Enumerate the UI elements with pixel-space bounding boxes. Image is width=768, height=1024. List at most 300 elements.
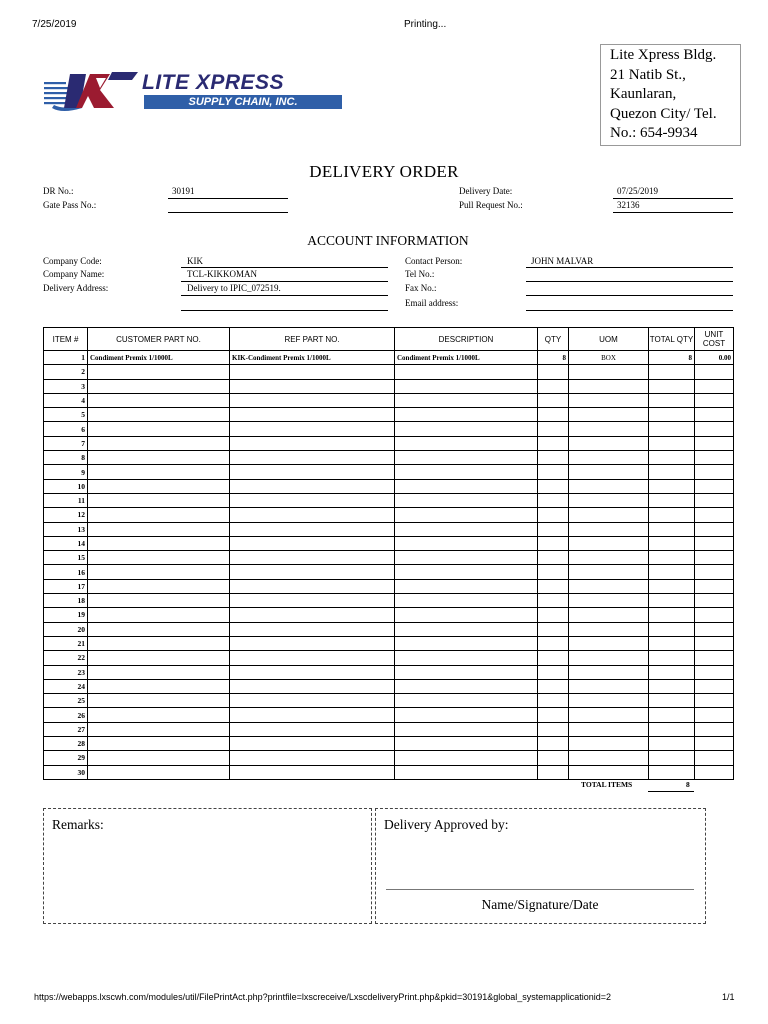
- cell-customer-part: [88, 608, 230, 622]
- cell-uom: [569, 636, 649, 650]
- cell-total-qty: [649, 722, 695, 736]
- cell-ref-part: [230, 365, 395, 379]
- cell-total-qty: [649, 594, 695, 608]
- table-row: [44, 751, 734, 765]
- cell-total-qty: [649, 436, 695, 450]
- cell-customer-part: [88, 636, 230, 650]
- cell-uom: [569, 679, 649, 693]
- delivery-date-underline: [613, 198, 733, 199]
- cell-total-qty: [649, 622, 695, 636]
- cell-qty: [538, 665, 569, 679]
- cell-description: [395, 436, 538, 450]
- cell-ref-part: [230, 479, 395, 493]
- items-table: [43, 327, 734, 780]
- cell-ref-part: [230, 665, 395, 679]
- table-row: [44, 651, 734, 665]
- cell-ref-part: [230, 694, 395, 708]
- cell-unit-cost: [695, 579, 734, 593]
- table-row: [44, 408, 734, 422]
- cell-unit-cost: [695, 665, 734, 679]
- cell-item: 22: [44, 651, 88, 665]
- logo-tagline: SUPPLY CHAIN, INC.: [144, 95, 342, 109]
- company-address-box: [600, 44, 741, 146]
- remarks-label: Remarks:: [52, 817, 104, 832]
- company-code-underline: [181, 267, 388, 268]
- cell-uom: [569, 765, 649, 779]
- page-url: https://webapps.lxscwh.com/modules/util/FilePrintAct.php?printfile=lxscreceive/LxscdeliveryPrint.php&pkid=30191&global_systemapplicationid=2: [34, 992, 612, 1002]
- cell-description: [395, 579, 538, 593]
- cell-unit-cost: [695, 722, 734, 736]
- cell-item: 11: [44, 493, 88, 507]
- cell-description: [395, 636, 538, 650]
- cell-unit-cost: [695, 379, 734, 393]
- cell-description: [395, 379, 538, 393]
- cell-description: [395, 465, 538, 479]
- cell-item: 15: [44, 551, 88, 565]
- cell-customer-part: [88, 536, 230, 550]
- approved-by-label: Delivery Approved by:: [384, 817, 509, 832]
- table-row: [44, 579, 734, 593]
- cell-qty: [538, 679, 569, 693]
- cell-item: 23: [44, 665, 88, 679]
- cell-unit-cost: 0.00: [695, 351, 734, 365]
- cell-qty: [538, 737, 569, 751]
- address-line: 21 Natib St.,: [610, 66, 686, 83]
- cell-qty: [538, 722, 569, 736]
- cell-uom: [569, 608, 649, 622]
- cell-item: 17: [44, 579, 88, 593]
- col-header-total-qty: TOTAL QTY: [649, 328, 695, 351]
- cell-ref-part: [230, 565, 395, 579]
- cell-unit-cost: [695, 565, 734, 579]
- address-line: Lite Xpress Bldg.: [610, 47, 717, 63]
- address-line: Quezon City/ Tel.: [610, 105, 717, 122]
- cell-item: 3: [44, 379, 88, 393]
- cell-item: 29: [44, 751, 88, 765]
- cell-customer-part: [88, 679, 230, 693]
- table-row: [44, 522, 734, 536]
- cell-ref-part: [230, 379, 395, 393]
- tel-underline: [526, 281, 733, 282]
- cell-uom: [569, 708, 649, 722]
- cell-unit-cost: [695, 694, 734, 708]
- col-header-qty: QTY: [538, 328, 569, 351]
- cell-unit-cost: [695, 408, 734, 422]
- cell-qty: [538, 636, 569, 650]
- cell-unit-cost: [695, 451, 734, 465]
- cell-uom: [569, 579, 649, 593]
- cell-item: 7: [44, 436, 88, 450]
- cell-item: 28: [44, 737, 88, 751]
- print-status: Printing...: [404, 19, 447, 30]
- total-items-label: TOTAL ITEMS: [581, 780, 633, 789]
- cell-total-qty: [649, 522, 695, 536]
- table-row: [44, 351, 734, 365]
- cell-description: [395, 451, 538, 465]
- cell-ref-part: [230, 651, 395, 665]
- fax-underline: [526, 295, 733, 296]
- table-row: [44, 594, 734, 608]
- cell-uom: [569, 379, 649, 393]
- cell-total-qty: [649, 579, 695, 593]
- cell-customer-part: [88, 393, 230, 407]
- cell-item: 20: [44, 622, 88, 636]
- company-logo: [42, 68, 347, 116]
- cell-unit-cost: [695, 651, 734, 665]
- cell-item: 30: [44, 765, 88, 779]
- cell-customer-part: [88, 737, 230, 751]
- cell-uom: BOX: [569, 351, 649, 365]
- cell-qty: [538, 751, 569, 765]
- cell-qty: [538, 408, 569, 422]
- cell-uom: [569, 565, 649, 579]
- cell-item: 1: [44, 351, 88, 365]
- fax-label: Fax No.:: [405, 283, 437, 293]
- table-row: [44, 551, 734, 565]
- cell-qty: [538, 522, 569, 536]
- cell-description: [395, 508, 538, 522]
- cell-qty: [538, 765, 569, 779]
- cell-qty: 8: [538, 351, 569, 365]
- cell-unit-cost: [695, 436, 734, 450]
- cell-customer-part: [88, 379, 230, 393]
- cell-customer-part: [88, 765, 230, 779]
- gate-pass-label: Gate Pass No.:: [43, 200, 97, 210]
- cell-description: Condiment Premix 1/1000L: [395, 351, 538, 365]
- cell-total-qty: [649, 379, 695, 393]
- cell-item: 13: [44, 522, 88, 536]
- cell-uom: [569, 393, 649, 407]
- cell-unit-cost: [695, 522, 734, 536]
- cell-unit-cost: [695, 393, 734, 407]
- cell-total-qty: [649, 551, 695, 565]
- cell-ref-part: [230, 436, 395, 450]
- cell-ref-part: [230, 408, 395, 422]
- cell-ref-part: [230, 522, 395, 536]
- cell-unit-cost: [695, 608, 734, 622]
- cell-total-qty: [649, 651, 695, 665]
- table-row: [44, 722, 734, 736]
- cell-customer-part: [88, 708, 230, 722]
- cell-qty: [538, 594, 569, 608]
- cell-description: [395, 751, 538, 765]
- cell-ref-part: [230, 508, 395, 522]
- cell-total-qty: [649, 608, 695, 622]
- cell-ref-part: [230, 465, 395, 479]
- cell-ref-part: [230, 608, 395, 622]
- cell-qty: [538, 393, 569, 407]
- table-row: [44, 508, 734, 522]
- logo-wordmark: LITE XPRESS: [142, 71, 285, 94]
- cell-customer-part: [88, 522, 230, 536]
- cell-uom: [569, 594, 649, 608]
- table-row: [44, 451, 734, 465]
- cell-item: 10: [44, 479, 88, 493]
- table-row: [44, 622, 734, 636]
- table-row: [44, 636, 734, 650]
- cell-qty: [538, 694, 569, 708]
- cell-customer-part: [88, 436, 230, 450]
- cell-total-qty: [649, 665, 695, 679]
- cell-customer-part: [88, 479, 230, 493]
- cell-ref-part: [230, 751, 395, 765]
- cell-ref-part: [230, 536, 395, 550]
- cell-ref-part: [230, 765, 395, 779]
- delivery-address-underline: [181, 295, 388, 296]
- company-code-label: Company Code:: [43, 256, 102, 266]
- cell-ref-part: [230, 551, 395, 565]
- cell-ref-part: [230, 679, 395, 693]
- table-row: [44, 493, 734, 507]
- cell-qty: [538, 551, 569, 565]
- table-row: [44, 679, 734, 693]
- cell-item: 5: [44, 408, 88, 422]
- cell-unit-cost: [695, 594, 734, 608]
- cell-qty: [538, 508, 569, 522]
- cell-item: 19: [44, 608, 88, 622]
- cell-uom: [569, 751, 649, 765]
- cell-item: 2: [44, 365, 88, 379]
- table-row: [44, 536, 734, 550]
- cell-total-qty: [649, 694, 695, 708]
- delivery-date-value: 07/25/2019: [617, 186, 659, 196]
- email-underline: [526, 310, 733, 311]
- cell-item: 18: [44, 594, 88, 608]
- cell-ref-part: [230, 579, 395, 593]
- delivery-date-label: Delivery Date:: [459, 186, 513, 196]
- cell-customer-part: [88, 451, 230, 465]
- table-row: [44, 479, 734, 493]
- cell-unit-cost: [695, 679, 734, 693]
- cell-description: [395, 536, 538, 550]
- cell-uom: [569, 694, 649, 708]
- contact-person-value: JOHN MALVAR: [531, 256, 594, 266]
- table-row: [44, 365, 734, 379]
- cell-description: [395, 408, 538, 422]
- cell-customer-part: [88, 722, 230, 736]
- cell-uom: [569, 622, 649, 636]
- cell-customer-part: Condiment Premix 1/1000L: [88, 351, 230, 365]
- cell-qty: [538, 493, 569, 507]
- cell-unit-cost: [695, 708, 734, 722]
- cell-unit-cost: [695, 422, 734, 436]
- cell-total-qty: [649, 765, 695, 779]
- cell-total-qty: [649, 479, 695, 493]
- cell-qty: [538, 565, 569, 579]
- cell-total-qty: [649, 508, 695, 522]
- cell-ref-part: [230, 594, 395, 608]
- cell-uom: [569, 737, 649, 751]
- cell-description: [395, 493, 538, 507]
- cell-customer-part: [88, 694, 230, 708]
- cell-uom: [569, 479, 649, 493]
- pull-request-underline: [613, 212, 733, 213]
- cell-customer-part: [88, 508, 230, 522]
- cell-unit-cost: [695, 508, 734, 522]
- document-title: DELIVERY ORDER: [309, 162, 459, 181]
- cell-uom: [569, 422, 649, 436]
- cell-ref-part: [230, 451, 395, 465]
- cell-qty: [538, 651, 569, 665]
- cell-customer-part: [88, 551, 230, 565]
- col-header-item: ITEM #: [44, 328, 88, 351]
- company-name-value: TCL-KIKKOMAN: [187, 269, 257, 279]
- cell-uom: [569, 493, 649, 507]
- cell-description: [395, 651, 538, 665]
- cell-qty: [538, 579, 569, 593]
- cell-unit-cost: [695, 636, 734, 650]
- pull-request-value: 32136: [617, 200, 640, 210]
- cell-qty: [538, 465, 569, 479]
- signature-line: [386, 889, 694, 890]
- cell-item: 26: [44, 708, 88, 722]
- cell-qty: [538, 365, 569, 379]
- table-row: [44, 608, 734, 622]
- cell-description: [395, 594, 538, 608]
- cell-total-qty: 8: [649, 351, 695, 365]
- cell-qty: [538, 451, 569, 465]
- cell-item: 14: [44, 536, 88, 550]
- cell-description: [395, 708, 538, 722]
- cell-ref-part: KIK-Condiment Premix 1/1000L: [230, 351, 395, 365]
- company-code-value: KIK: [187, 256, 203, 266]
- gate-pass-underline: [168, 212, 288, 213]
- cell-qty: [538, 622, 569, 636]
- email-label: Email address:: [405, 298, 459, 308]
- cell-description: [395, 479, 538, 493]
- cell-total-qty: [649, 737, 695, 751]
- contact-person-label: Contact Person:: [405, 256, 463, 266]
- cell-item: 27: [44, 722, 88, 736]
- logo-mark-icon: [42, 68, 142, 116]
- cell-description: [395, 722, 538, 736]
- cell-unit-cost: [695, 479, 734, 493]
- cell-description: [395, 365, 538, 379]
- cell-total-qty: [649, 393, 695, 407]
- cell-qty: [538, 479, 569, 493]
- dr-no-underline: [168, 198, 288, 199]
- cell-item: 8: [44, 451, 88, 465]
- cell-description: [395, 422, 538, 436]
- cell-customer-part: [88, 493, 230, 507]
- cell-uom: [569, 365, 649, 379]
- cell-customer-part: [88, 751, 230, 765]
- cell-customer-part: [88, 408, 230, 422]
- cell-uom: [569, 451, 649, 465]
- cell-uom: [569, 722, 649, 736]
- table-row: [44, 565, 734, 579]
- dr-no-label: DR No.:: [43, 186, 74, 196]
- cell-description: [395, 665, 538, 679]
- cell-unit-cost: [695, 622, 734, 636]
- page-number: 1/1: [722, 992, 735, 1002]
- cell-total-qty: [649, 451, 695, 465]
- cell-qty: [538, 436, 569, 450]
- cell-item: 16: [44, 565, 88, 579]
- cell-uom: [569, 408, 649, 422]
- cell-description: [395, 694, 538, 708]
- cell-description: [395, 679, 538, 693]
- cell-qty: [538, 608, 569, 622]
- cell-item: 25: [44, 694, 88, 708]
- company-name-underline: [181, 281, 388, 282]
- col-header-description: DESCRIPTION: [395, 328, 538, 351]
- cell-unit-cost: [695, 365, 734, 379]
- total-items-underline: [648, 791, 694, 792]
- cell-uom: [569, 436, 649, 450]
- cell-total-qty: [649, 679, 695, 693]
- cell-unit-cost: [695, 493, 734, 507]
- cell-unit-cost: [695, 737, 734, 751]
- cell-description: [395, 737, 538, 751]
- col-header-ref-part: REF PART NO.: [230, 328, 395, 351]
- address-line: No.: 654-9934: [610, 125, 698, 141]
- table-row: [44, 379, 734, 393]
- cell-description: [395, 622, 538, 636]
- cell-customer-part: [88, 594, 230, 608]
- cell-ref-part: [230, 737, 395, 751]
- table-header-row: [44, 328, 734, 351]
- cell-qty: [538, 708, 569, 722]
- cell-uom: [569, 665, 649, 679]
- cell-uom: [569, 508, 649, 522]
- delivery-address-label: Delivery Address:: [43, 283, 109, 293]
- cell-ref-part: [230, 722, 395, 736]
- cell-customer-part: [88, 579, 230, 593]
- table-row: [44, 436, 734, 450]
- cell-total-qty: [649, 708, 695, 722]
- cell-unit-cost: [695, 536, 734, 550]
- signature-caption: Name/Signature/Date: [481, 897, 599, 912]
- delivery-address-underline-2: [181, 310, 388, 311]
- cell-item: 9: [44, 465, 88, 479]
- cell-description: [395, 393, 538, 407]
- col-header-customer-part: CUSTOMER PART NO.: [88, 328, 230, 351]
- cell-item: 24: [44, 679, 88, 693]
- cell-ref-part: [230, 422, 395, 436]
- cell-customer-part: [88, 465, 230, 479]
- cell-ref-part: [230, 493, 395, 507]
- table-row: [44, 737, 734, 751]
- cell-description: [395, 565, 538, 579]
- cell-total-qty: [649, 636, 695, 650]
- cell-uom: [569, 465, 649, 479]
- cell-description: [395, 608, 538, 622]
- total-items-value: 8: [686, 780, 690, 789]
- cell-item: 12: [44, 508, 88, 522]
- table-row: [44, 665, 734, 679]
- cell-customer-part: [88, 622, 230, 636]
- cell-qty: [538, 379, 569, 393]
- tel-label: Tel No.:: [405, 269, 435, 279]
- table-row: [44, 694, 734, 708]
- contact-person-underline: [526, 267, 733, 268]
- table-row: [44, 422, 734, 436]
- cell-item: 4: [44, 393, 88, 407]
- cell-total-qty: [649, 408, 695, 422]
- cell-customer-part: [88, 651, 230, 665]
- cell-unit-cost: [695, 751, 734, 765]
- cell-uom: [569, 651, 649, 665]
- cell-total-qty: [649, 536, 695, 550]
- cell-total-qty: [649, 565, 695, 579]
- cell-description: [395, 522, 538, 536]
- cell-total-qty: [649, 493, 695, 507]
- cell-ref-part: [230, 708, 395, 722]
- cell-uom: [569, 522, 649, 536]
- cell-customer-part: [88, 665, 230, 679]
- cell-item: 21: [44, 636, 88, 650]
